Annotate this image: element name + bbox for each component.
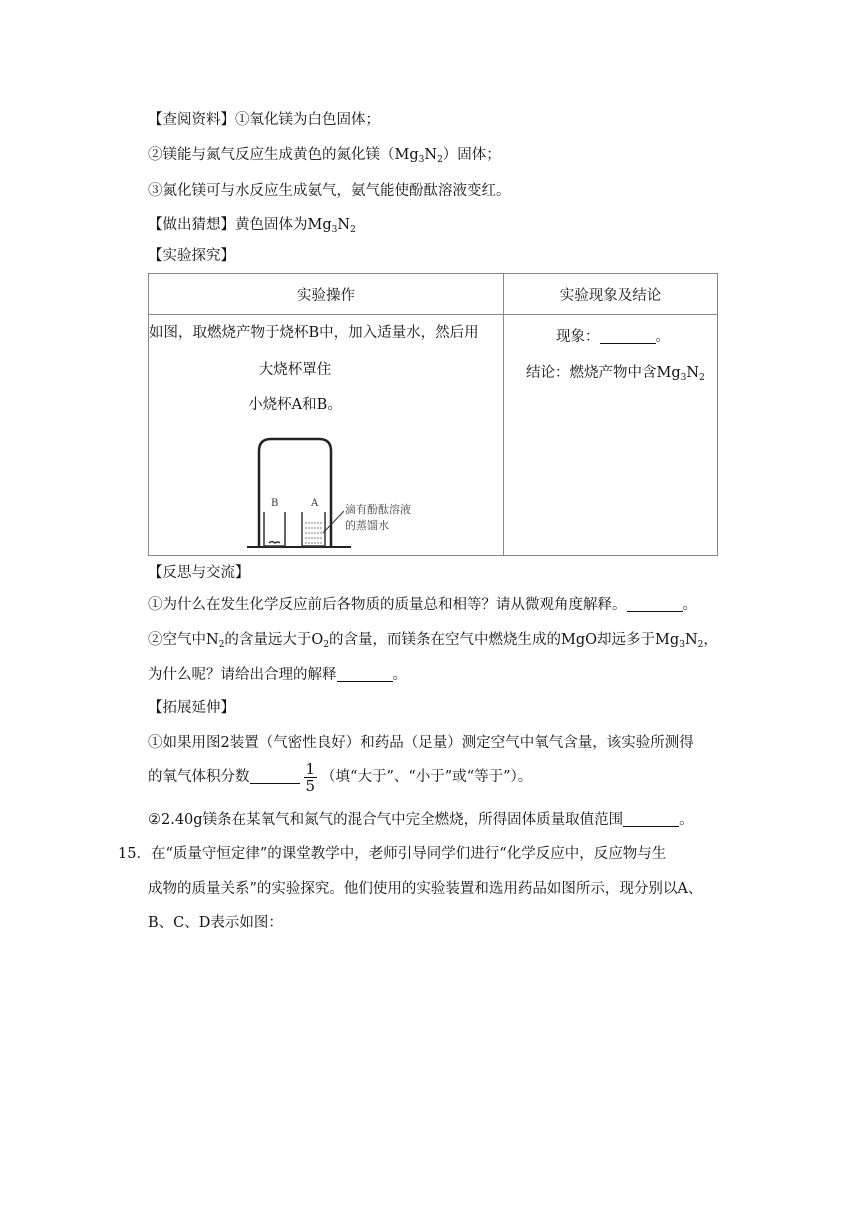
- fraction-one-fifth: [304, 761, 318, 794]
- subscript: 2: [697, 640, 704, 650]
- result-cell: [504, 315, 718, 556]
- extension-heading: 【拓展延伸】: [148, 700, 235, 716]
- fraction-denominator: 5: [305, 776, 316, 795]
- subscript: 3: [679, 640, 685, 650]
- large-beaker: [259, 439, 331, 547]
- reflection-q1: [148, 595, 697, 615]
- reflection-q2-text: 为什么呢？请给出合理的解释: [148, 667, 337, 683]
- reflection-q2-text: N: [684, 632, 698, 648]
- question-15-line1: [118, 844, 666, 864]
- fraction-numerator: 1: [305, 759, 316, 778]
- extension-q1-line1: ①如果用图2装置（气密性良好）和药品（足量）测定空气中氧气含量，该实验所测得: [148, 735, 694, 751]
- hypothesis-text: 黄色固体为Mg: [235, 217, 332, 233]
- info-item-2-text: ）固体；: [442, 147, 501, 163]
- subscript: 2: [350, 225, 356, 235]
- operation-cell: [149, 315, 504, 556]
- hypothesis-line: [148, 215, 356, 235]
- question-15-line3: B、C、D表示如图：: [148, 915, 283, 931]
- extension-q1-line2: [148, 760, 532, 794]
- conclusion-text: 结论：燃烧产物中含Mg: [526, 365, 681, 381]
- reflection-heading: 【反思与交流】: [148, 565, 250, 581]
- combustion-product: [269, 542, 280, 544]
- table-header-result: 实验现象及结论: [504, 274, 718, 315]
- experiment-heading: 【实验探究】: [148, 248, 235, 264]
- operation-text-2: 大烧杯罩住: [258, 362, 332, 378]
- phenomenon-blank[interactable]: [600, 328, 656, 344]
- punctuation: 。: [392, 667, 407, 683]
- info-item-2-text: ②镁能与氮气反应生成黄色的氮化镁（Mg: [148, 147, 419, 163]
- extension-q2: [148, 810, 694, 830]
- extension-q1-text: 的氧气体积分数: [148, 769, 250, 785]
- reflection-q1-blank[interactable]: [627, 596, 683, 612]
- question-15-text: 在“质量守恒定律”的课堂教学中，老师引导同学们进行“化学反应中，反应物与生: [150, 846, 667, 862]
- beaker-apparatus-figure: [239, 433, 439, 551]
- label-a: A: [311, 498, 319, 509]
- punctuation: 。: [682, 597, 697, 613]
- hypothesis-text: N: [337, 217, 351, 233]
- reflection-q2-line2: [148, 665, 407, 685]
- annotation-line-2: 的蒸馏水: [345, 519, 389, 532]
- info-heading: 【查阅资料】: [148, 112, 235, 128]
- subscript: 3: [331, 225, 338, 235]
- punctuation: 。: [655, 329, 670, 345]
- experiment-table: [148, 273, 718, 556]
- subscript: 3: [680, 373, 687, 383]
- reflection-q2-blank[interactable]: [337, 666, 393, 682]
- reflection-q2-text: 的含量，而镁条在空气中燃烧生成的MgO却远多于Mg: [329, 632, 680, 648]
- question-number: 15．: [118, 846, 151, 862]
- operation-text-3: 小烧杯A和B。: [248, 397, 342, 413]
- extension-q2-blank[interactable]: [623, 811, 679, 827]
- info-line-1: [148, 110, 380, 130]
- subscript: 2: [699, 373, 705, 383]
- subscript: 2: [437, 155, 443, 165]
- extension-q1-blank[interactable]: [250, 768, 300, 784]
- subscript: 3: [418, 155, 425, 165]
- conclusion-text: N: [686, 365, 700, 381]
- extension-q1-text: （填“大于”、“小于”或“等于”）。: [321, 769, 533, 785]
- extension-q2-text: ②2.40g镁条在某氧气和氮气的混合气中完全燃烧，所得固体质量取值范围: [148, 812, 624, 828]
- reflection-q2-line1: [148, 630, 718, 650]
- annotation-pointer: [323, 511, 344, 533]
- reflection-q2-text: ②空气中N: [148, 632, 219, 648]
- reflection-q2-text: 的含量远大于O: [224, 632, 324, 648]
- info-item-2-text: N: [424, 147, 438, 163]
- beaker-a: [302, 512, 325, 546]
- conclusion-line: [526, 361, 705, 382]
- beaker-b: [264, 512, 285, 546]
- solution-in-a: [305, 523, 322, 543]
- reflection-q2-text: ，: [703, 632, 718, 648]
- info-line-3: ③氮化镁可与水反应生成氨气，氨气能使酚酞溶液变红。: [148, 183, 511, 199]
- table-header-operation: 实验操作: [149, 274, 504, 315]
- reflection-q1-text: ①为什么在发生化学反应前后各物质的质量总和相等？请从微观角度解释。: [148, 597, 627, 613]
- subscript: 2: [218, 640, 225, 650]
- operation-text-1: 如图，取燃烧产物于烧杯B中，加入适量水，然后用: [149, 325, 479, 341]
- phenomenon-label: 现象：: [556, 329, 600, 345]
- label-b: B: [271, 498, 279, 509]
- info-item-1: ①氧化镁为白色固体；: [235, 112, 380, 128]
- hypothesis-heading: 【做出猜想】: [148, 217, 235, 233]
- punctuation: 。: [679, 812, 694, 828]
- annotation-line-1: 滴有酚酞溶液: [345, 503, 411, 516]
- subscript: 2: [323, 640, 330, 650]
- info-line-2: [148, 145, 501, 165]
- phenomenon-line: [556, 325, 670, 346]
- question-15-line2: 成物的质量关系”的实验探究。他们使用的实验装置和选用药品如图所示，现分别以A、: [148, 881, 703, 897]
